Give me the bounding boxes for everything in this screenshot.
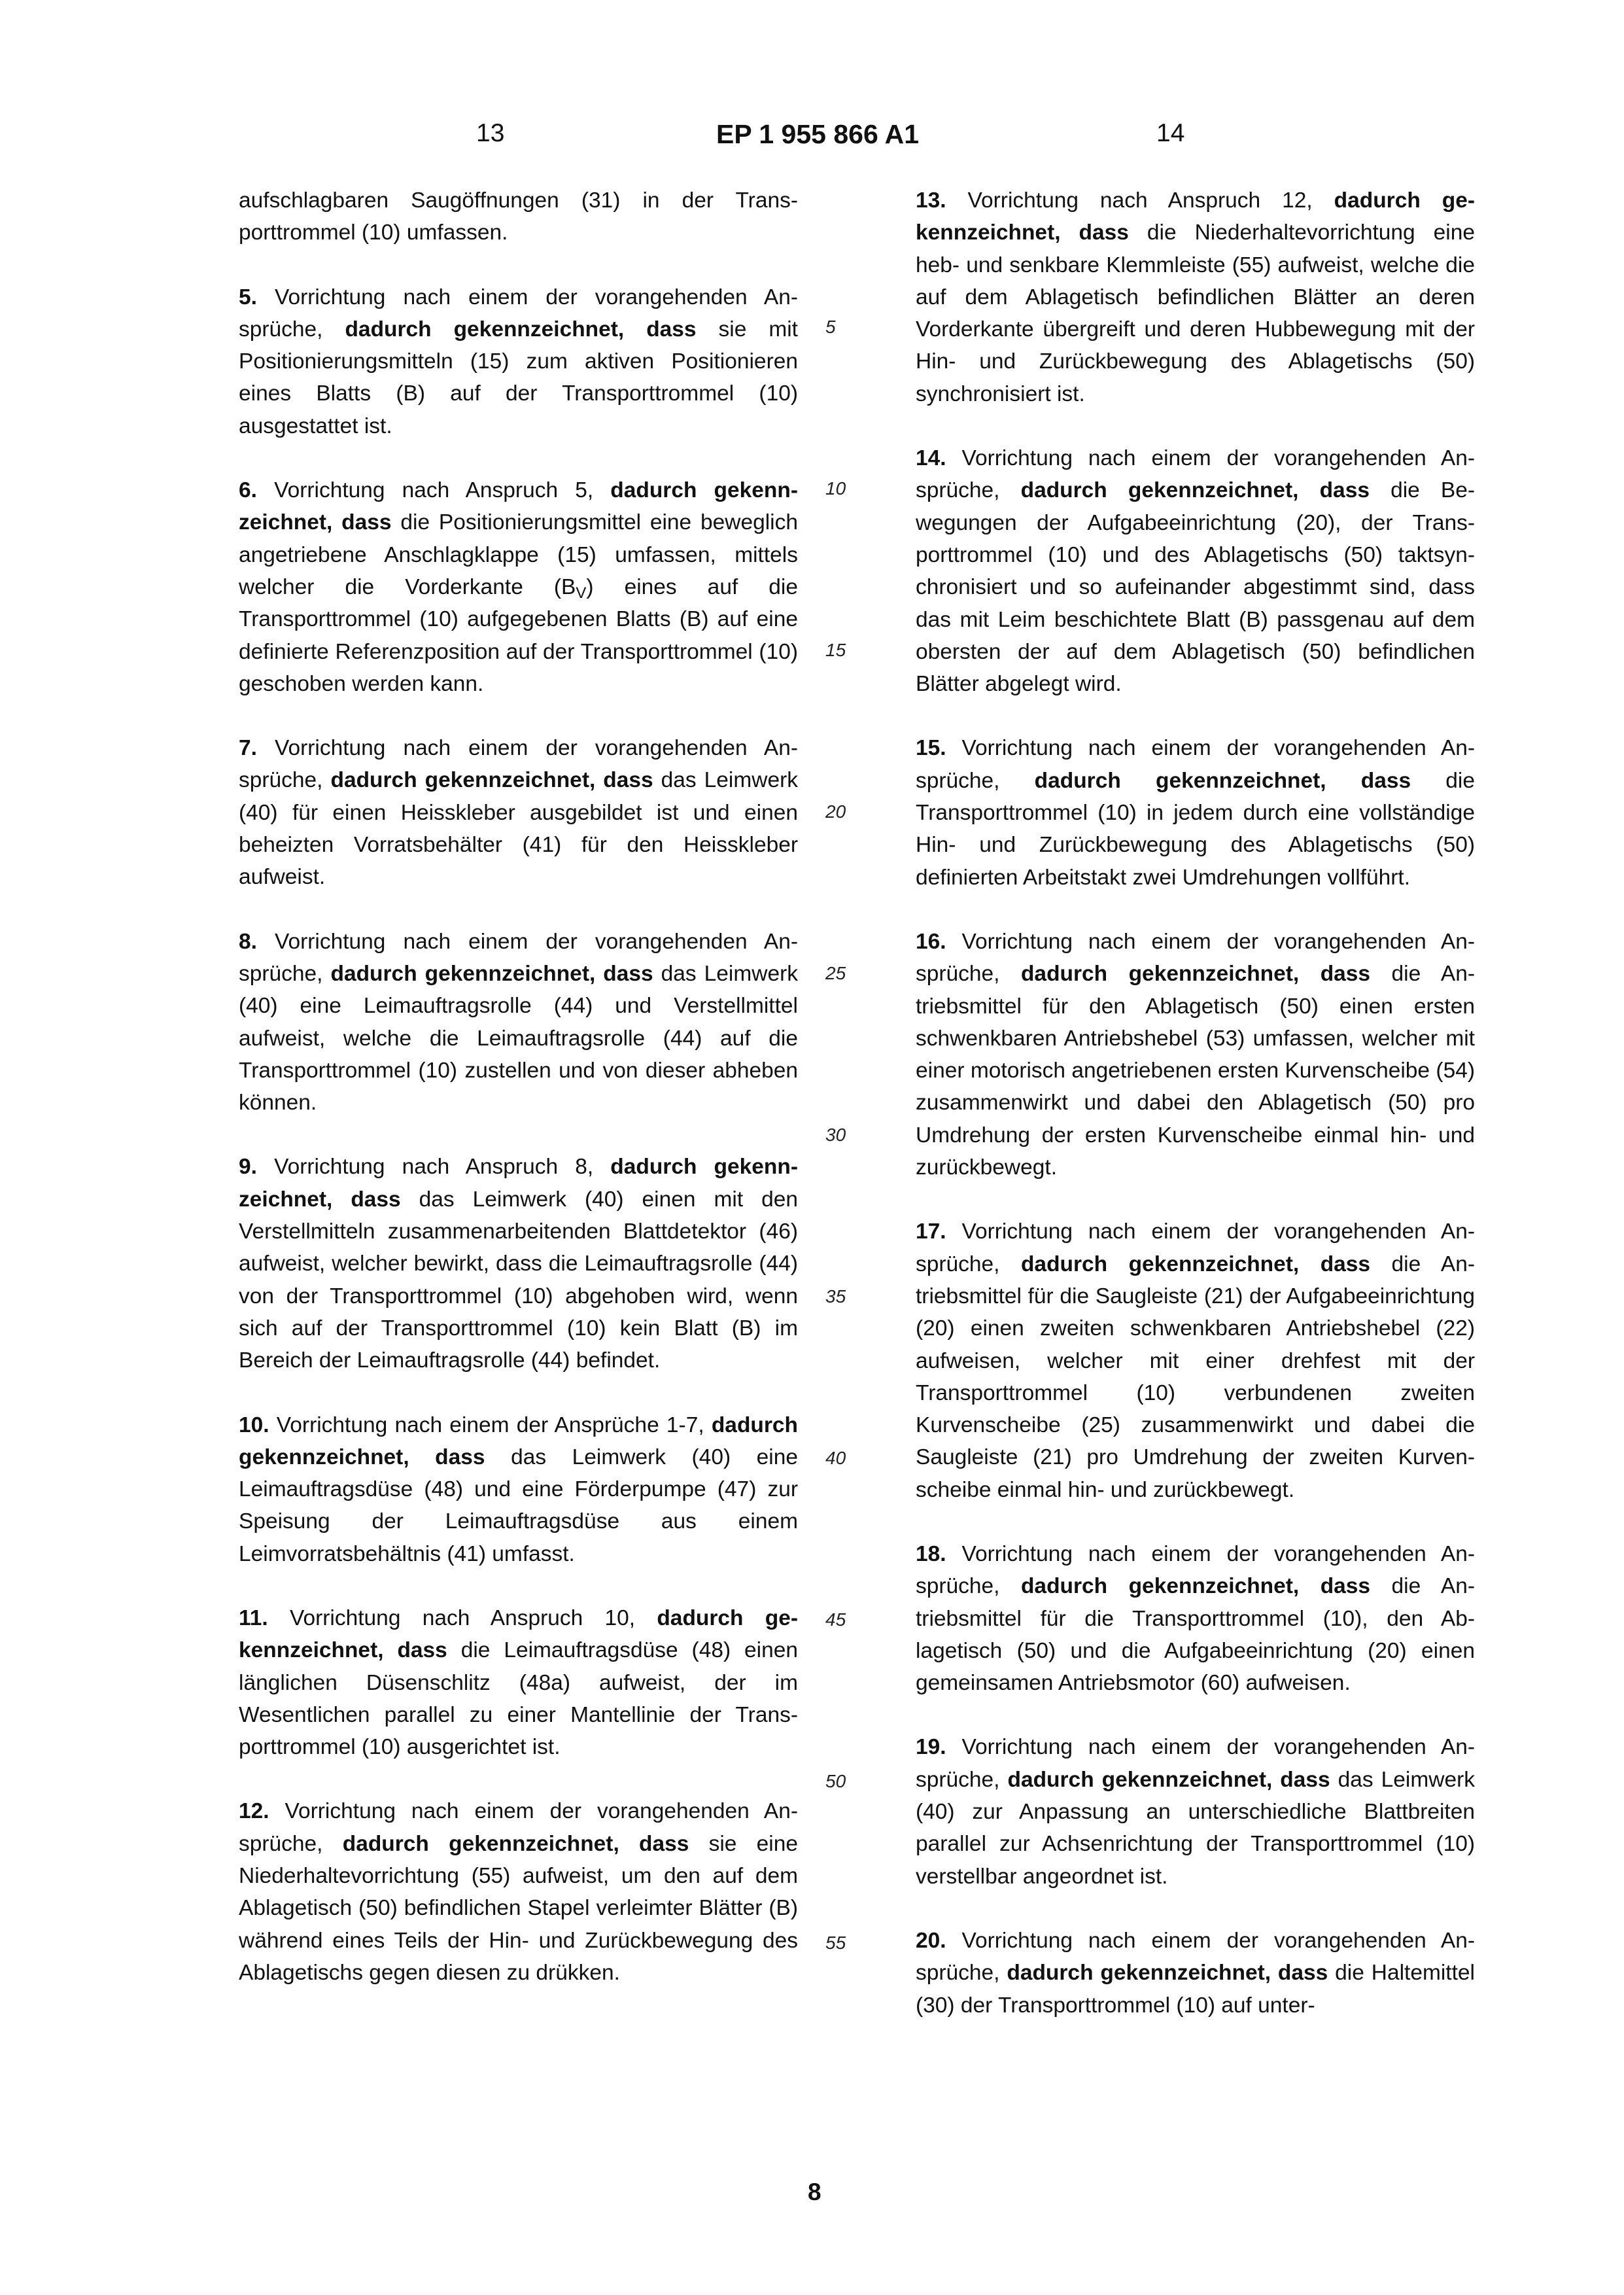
document-title: EP 1 955 866 A1 bbox=[716, 119, 920, 149]
claim-preamble: Vorrichtung nach einem der vorangehenden Ansprüche, bbox=[916, 446, 1475, 503]
line-number: 40 bbox=[825, 1448, 846, 1468]
claim-number: 19. bbox=[916, 1735, 946, 1760]
claim-text: das Leimwerk (40) eine Leimauftragsrolle (44) und Verstellmittel aufweist, welche die Leimauftragsrolle (44) auf die Transporttrommel (10) zustellen und von dieser abheben können. bbox=[239, 961, 799, 1115]
claim-number: 5. bbox=[239, 285, 257, 309]
claim-text: sie eine Niederhaltevorrichtung (55) aufweist, um den auf dem Ablagetisch (50) befindlichen Stapel verleimter Blätter (B) während eines Teils der Hin- und Zurückbewegung des Ablagetischs gegen diesen zu drükken. bbox=[239, 1831, 799, 1985]
claim-text: die Niederhaltevorrichtung eine heb- und senkbare Klemmleiste (55) aufweist, welche die auf dem Ablagetisch befindlichen Blätter an deren Vorderkante übergreift und deren Hubbewegung mit der Hin- und Zurückbewegung des Ablagetischs (50) synchronisiert ist. bbox=[916, 220, 1475, 406]
line-number: 15 bbox=[825, 640, 846, 660]
line-number: 10 bbox=[825, 478, 846, 499]
claim-text: die Antriebsmittel für den Ablagetisch (50) einen ersten schwenkbaren Antriebshebel (53) umfassen, welcher mit einer motorisch angetriebenen ersten Kurvenscheibe (54) zusammenwirkt und dabei den Ablagetisch (50) pro Umdrehung der ersten Kurvenscheibe einmal hin- und zurückbewegt. bbox=[916, 962, 1476, 1180]
line-number: 30 bbox=[825, 1125, 846, 1145]
claim-keyword: dadurch gekennzeichnet, dass bbox=[916, 188, 1476, 245]
claim-preamble: Vorrichtung nach einem der vorangehenden Ansprüche, bbox=[916, 1928, 1475, 1986]
claim-text: aufschlagbaren Saugöffnungen (31) in der Transporttrommel (10) umfassen. bbox=[239, 188, 798, 245]
claim-paragraph bbox=[239, 1151, 798, 1376]
claim-preamble: Vorrichtung nach einem der vorangehenden Ansprüche, bbox=[239, 285, 798, 342]
claim-number: 10. bbox=[239, 1412, 269, 1437]
claim-preamble: Vorrichtung nach Anspruch 12, bbox=[946, 188, 1334, 213]
claim-keyword: dadurch gekennzeichnet, dass bbox=[239, 1412, 798, 1469]
claim-keyword: dadurch gekennzeichnet, dass bbox=[1020, 478, 1370, 503]
claim-paragraph bbox=[239, 926, 798, 1119]
claim-number: 7. bbox=[239, 736, 257, 761]
line-number: 50 bbox=[825, 1771, 846, 1791]
claim-preamble: Vorrichtung nach einem der vorangehenden Ansprüche, bbox=[239, 929, 798, 986]
subscript: V bbox=[576, 584, 587, 602]
claim-number: 20. bbox=[916, 1928, 946, 1953]
claim-paragraph bbox=[239, 732, 798, 893]
claim-text: das Leimwerk (40) zur Anpassung an unterschiedliche Blattbreiten parallel zur Achsenrichtung der Transporttrommel (10) verstellbar angeordnet ist. bbox=[916, 1767, 1476, 1889]
claim-keyword: dadurch gekennzeichnet, dass bbox=[1020, 962, 1371, 987]
claim-paragraph bbox=[239, 1795, 798, 1989]
claim-paragraph bbox=[916, 1216, 1475, 1506]
claim-preamble: Vorrichtung nach einem der vorangehenden Ansprüche, bbox=[916, 1541, 1475, 1599]
claim-keyword: dadurch gekennzeichnet, dass bbox=[1034, 768, 1411, 793]
claim-keyword: dadurch gekennzeichnet, dass bbox=[345, 317, 697, 342]
claim-paragraph bbox=[916, 1538, 1475, 1699]
right-column bbox=[916, 184, 1475, 2054]
claim-keyword: dadurch gekennzeichnet, dass bbox=[239, 1605, 798, 1663]
line-number: 20 bbox=[825, 801, 846, 822]
claim-preamble: Vorrichtung nach einem der vorangehenden Ansprüche, bbox=[916, 1735, 1475, 1792]
line-number: 35 bbox=[825, 1286, 846, 1306]
left-column bbox=[239, 184, 798, 2021]
claim-paragraph bbox=[239, 184, 798, 249]
line-number: 25 bbox=[825, 963, 846, 983]
claim-number: 16. bbox=[916, 929, 946, 954]
claim-paragraph bbox=[239, 474, 798, 700]
claim-text: das Leimwerk (40) für einen Heisskleber ausgebildet ist und einen beheizten Vorratsbehälter (41) für den Heisskleber aufweist. bbox=[239, 768, 799, 890]
claim-preamble: Vorrichtung nach Anspruch 5, bbox=[256, 478, 611, 503]
claim-keyword: dadurch gekennzeichnet, dass bbox=[1020, 1252, 1371, 1276]
claim-paragraph bbox=[916, 1925, 1475, 2022]
claim-keyword: dadurch gekennzeichnet, dass bbox=[1007, 1767, 1330, 1792]
claim-preamble: Vorrichtung nach einem der Ansprüche 1-7, bbox=[269, 1412, 712, 1437]
claim-preamble: Vorrichtung nach einem der vorangehenden Ansprüche, bbox=[916, 929, 1475, 987]
claim-keyword: dadurch gekennzeichnet, dass bbox=[342, 1831, 689, 1856]
line-number: 55 bbox=[825, 1933, 846, 1953]
line-number: 45 bbox=[825, 1609, 846, 1630]
claim-preamble: Vorrichtung nach einem der vorangehenden Ansprüche, bbox=[239, 736, 798, 793]
claim-number: 8. bbox=[239, 929, 257, 954]
claim-keyword: dadurch gekennzeichnet, dass bbox=[239, 1155, 798, 1212]
claim-paragraph bbox=[239, 1602, 798, 1763]
claim-number: 11. bbox=[239, 1605, 268, 1630]
claim-paragraph bbox=[916, 926, 1475, 1183]
claim-text: die Antriebsmittel für die Saugleiste (21) der Aufgabeeinrichtung (20) einen zweiten schwenkbaren Antriebshebel (22) aufweisen, welcher mit einer drehfest mit der Transporttrommel (10) verbundenen zweiten Kurvenscheibe (25) zusammenwirkt und dabei die Saugleiste (21) pro Umdrehung der zweiten Kurvenscheibe einmal hin- und zurückbewegt. bbox=[916, 1252, 1476, 1502]
claim-paragraph bbox=[916, 442, 1475, 700]
page-number-left: 13 bbox=[476, 119, 505, 147]
claim-text: die Leimauftragsdüse (48) einen länglichen Düsenschlitz (48a) aufweist, der im Wesentlichen parallel zu einer Mantellinie der Transporttrommel (10) ausgerichtet ist. bbox=[239, 1638, 798, 1760]
claim-number: 14. bbox=[916, 446, 946, 471]
claim-keyword: dadurch gekennzeichnet, dass bbox=[1007, 1961, 1328, 1986]
claim-number: 13. bbox=[916, 188, 946, 213]
claim-number: 17. bbox=[916, 1219, 946, 1244]
footer-page-number: 8 bbox=[808, 2179, 821, 2205]
claim-text-continued: ) eines auf die Transporttrommel (10) aufgegebenen Blatts (B) auf eine definierte Referenzposition auf der Transporttrommel (10) geschoben werden kann. bbox=[239, 574, 798, 696]
claim-number: 15. bbox=[916, 736, 946, 761]
claim-preamble: Vorrichtung nach einem der vorangehenden Ansprüche, bbox=[916, 736, 1475, 793]
claim-number: 18. bbox=[916, 1541, 946, 1566]
claim-text: die Antriebsmittel für die Transporttrommel (10), den Ablagetisch (50) und die Aufgabeeinrichtung (20) einen gemeinsamen Antriebsmotor (60) aufweisen. bbox=[916, 1574, 1476, 1696]
claim-preamble: Vorrichtung nach einem der vorangehenden Ansprüche, bbox=[916, 1219, 1475, 1276]
claim-keyword: dadurch gekennzeichnet, dass bbox=[239, 478, 798, 535]
claim-text: sie mit Positionierungsmitteln (15) zum aktiven Positionieren eines Blatts (B) auf der Transporttrommel (10) ausgestattet ist. bbox=[239, 317, 798, 438]
claim-paragraph bbox=[916, 1731, 1475, 1892]
claim-keyword: dadurch gekennzeichnet, dass bbox=[330, 961, 653, 986]
claim-keyword: dadurch gekennzeichnet, dass bbox=[330, 768, 653, 793]
claim-keyword: dadurch gekennzeichnet, dass bbox=[1020, 1574, 1371, 1599]
line-number: 5 bbox=[825, 317, 836, 337]
claim-preamble: Vorrichtung nach Anspruch 8, bbox=[256, 1155, 611, 1180]
claim-text: das Leimwerk (40) eine Leimauftragsdüse (48) und eine Förderpumpe (47) zur Speisung der Leimauftragsdüse aus einem Leimvorratsbehältnis (41) umfasst. bbox=[239, 1445, 798, 1566]
claim-text: die Positionierungsmittel eine beweglich angetriebene Anschlagklappe (15) umfassen, mittels welcher die Vorderkante (B bbox=[239, 510, 799, 599]
claim-paragraph bbox=[916, 732, 1475, 893]
claim-number: 9. bbox=[239, 1155, 257, 1180]
claim-paragraph bbox=[239, 281, 798, 442]
claim-text: die Transporttrommel (10) in jedem durch eine vollständige Hin- und Zurückbewegung des Ablagetischs (50) definierten Arbeitstakt zwei Umdrehungen vollführt. bbox=[916, 768, 1475, 890]
claim-preamble: Vorrichtung nach einem der vorangehenden Ansprüche, bbox=[239, 1799, 798, 1856]
claim-text: die Haltemittel (30) der Transporttrommel (10) auf unter- bbox=[916, 1961, 1475, 2018]
claim-paragraph bbox=[239, 1409, 798, 1570]
page-number-right: 14 bbox=[1156, 119, 1185, 147]
claim-preamble: Vorrichtung nach Anspruch 10, bbox=[268, 1605, 657, 1630]
claim-number: 6. bbox=[239, 478, 257, 503]
claim-paragraph bbox=[916, 184, 1475, 410]
claim-text: die Bewegungen der Aufgabeeinrichtung (20), der Transporttrommel (10) und des Ablagetischs (50) taktsynchronisiert und so aufeinander abgestimmt sind, dass das mit Leim beschichtete Blatt (B) passgenau auf dem obersten der auf dem Ablagetisch (50) befindlichen Blätter abgelegt wird. bbox=[916, 478, 1476, 697]
claim-text: das Leimwerk (40) einen mit den Verstellmitteln zusammenarbeitenden Blattdetektor (46) aufweist, welcher bewirkt, dass die Leimauftragsrolle (44) von der Transporttrommel (10) abgehoben wird, wenn sich auf der Transporttrommel (10) kein Blatt (B) im Bereich der Leimauftragsrolle (44) befindet. bbox=[239, 1187, 798, 1373]
claim-number: 12. bbox=[239, 1799, 269, 1824]
